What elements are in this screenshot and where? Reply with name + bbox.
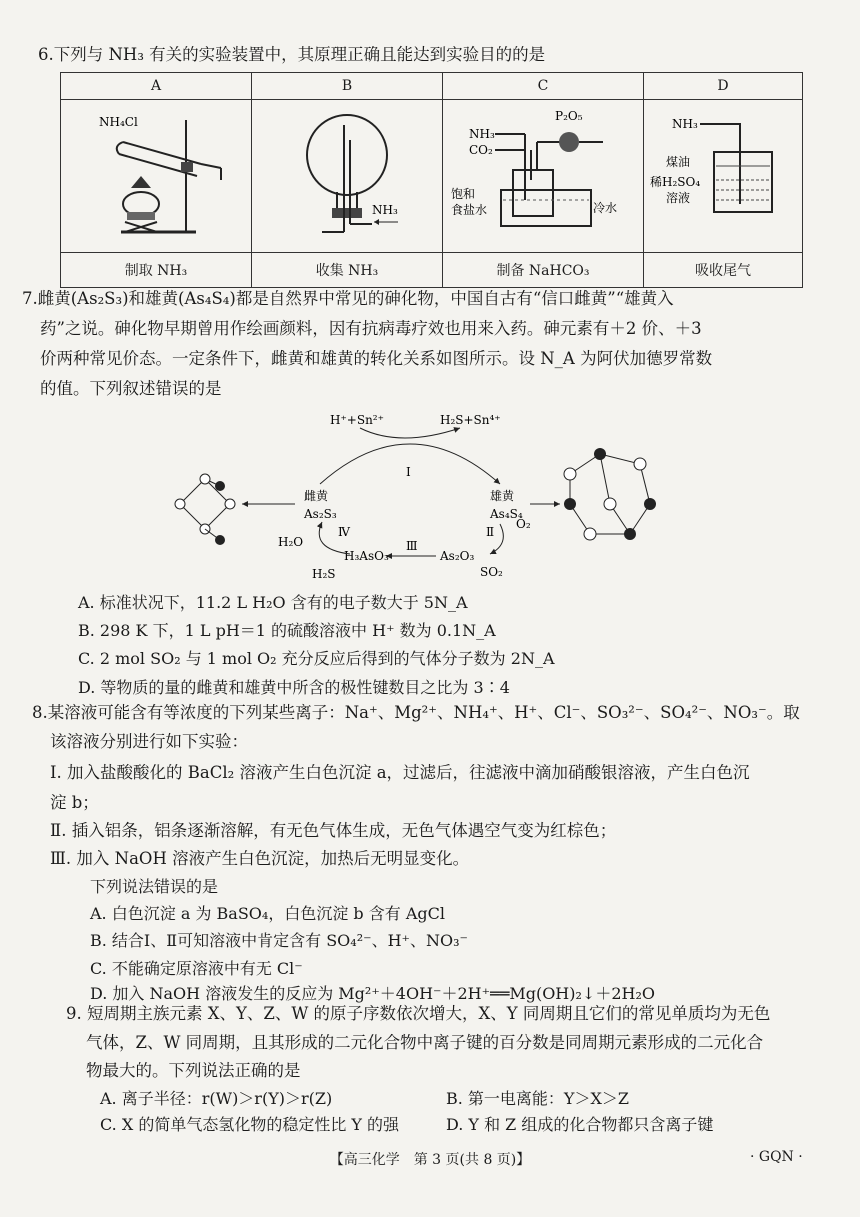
q7-option-d: D. 等物质的量的雌黄和雄黄中所含的极性键数目之比为 3∶4 (78, 678, 510, 697)
caption-b: 收集 NH₃ (252, 253, 443, 288)
col-b-header: B (252, 73, 443, 100)
label-top-left: H⁺+Sn²⁺ (330, 413, 384, 427)
apparatus-c (443, 100, 644, 253)
label-cihuang: 雌黄 (304, 489, 329, 503)
label-c-cold: 冷水 (593, 201, 618, 215)
q8-exp1b: 淀 b； (50, 793, 99, 812)
label-nh4cl: NH₄Cl (99, 115, 138, 129)
label-c-salt1: 饱和 (451, 187, 476, 201)
apparatus-a-drawing (61, 100, 251, 248)
q8-option-d: D. 加入 NaOH 溶液发生的反应为 Mg²⁺＋4OH⁻＋2H⁺══Mg(OH)₂↓＋2H₂O (90, 984, 655, 1003)
apparatus-d-drawing (644, 100, 802, 248)
q8-exp1a: Ⅰ. 加入盐酸酸化的 BaCl₂ 溶液产生白色沉淀 a，过滤后，往滤液中滴加硝酸银溶液，产生白色沉 (50, 763, 750, 782)
label-d-oil: 煤油 (666, 155, 691, 169)
q9-line1: 9. 短周期主族元素 X、Y、Z、W 的原子序数依次增大，X、Y 同周期且它们的常见单质均为无色 (66, 1004, 771, 1023)
label-c-salt2: 食盐水 (451, 203, 488, 217)
apparatus-d (644, 100, 803, 253)
q7-line4: 的值。下列叙述错误的是 (40, 379, 222, 398)
label-cihuang-f: As₂S₃ (304, 507, 337, 521)
q7-option-c: C. 2 mol SO₂ 与 1 mol O₂ 充分反应后得到的气体分子数为 2N_A (78, 649, 555, 668)
label-so2: SO₂ (480, 565, 503, 579)
q9-option-b: B. 第一电离能：Y＞X＞Z (446, 1089, 630, 1108)
q8-ask: 下列说法错误的是 (90, 877, 219, 896)
col-d-header: D (644, 73, 803, 100)
q8-option-b: B. 结合Ⅰ、Ⅱ可知溶液中肯定含有 SO₄²⁻、H⁺、NO₃⁻ (90, 931, 468, 950)
apparatus-c-drawing (443, 100, 643, 248)
label-h2o: H₂O (278, 535, 304, 549)
apparatus-b-drawing (252, 100, 442, 248)
label-d-acid1: 稀H₂SO₄ (650, 175, 701, 189)
label-c-p2o5: P₂O₅ (555, 109, 583, 123)
q6-stem: 6.下列与 NH₃ 有关的实验装置中，其原理正确且能达到实验目的的是 (38, 45, 546, 64)
q9-option-a: A. 离子半径：r(W)＞r(Y)＞r(Z) (100, 1089, 333, 1108)
label-h3aso3: H₃AsO₃ (344, 549, 389, 563)
q9-line2: 气体，Z、W 同周期，且其形成的二元化合物中离子键的百分数是同周期元素形成的二元化合 (86, 1033, 764, 1052)
q7-option-a: A. 标准状况下，11.2 L H₂O 含有的电子数大于 5N_A (78, 593, 468, 612)
label-as2o3: As₂O₃ (440, 549, 475, 563)
q8-exp3: Ⅲ. 加入 NaOH 溶液产生白色沉淀，加热后无明显变化。 (50, 849, 470, 868)
label-b-nh3: NH₃ (372, 203, 398, 217)
label-c-nh3: NH₃ (469, 127, 495, 141)
q9-option-c: C. X 的简单气态氢化物的稳定性比 Y 的强 (100, 1115, 400, 1134)
caption-d: 吸收尾气 (644, 253, 803, 288)
label-h2s: H₂S (312, 567, 336, 581)
label-xionghuang: 雄黄 (490, 489, 515, 503)
label-step2: Ⅱ (486, 525, 495, 539)
q7-line1: 7.雌黄(As₂S₃)和雄黄(As₄S₄)都是自然界中常见的砷化物，中国自古有“信口雌黄”“雄黄入 (22, 289, 674, 308)
xionghuang-structure (564, 448, 656, 540)
q8-option-a: A. 白色沉淀 a 为 BaSO₄，白色沉淀 b 含有 AgCl (90, 904, 445, 923)
label-top-right: H₂S+Sn⁴⁺ (440, 413, 501, 427)
label-step3: Ⅲ (406, 539, 418, 553)
q7-option-b: B. 298 K 下，1 L pH＝1 的硫酸溶液中 H⁺ 数为 0.1N_A (78, 621, 496, 640)
q8-line2: 该溶液分别进行如下实验： (50, 732, 248, 751)
apparatus-b (252, 100, 443, 253)
q9-line3: 物最大的。下列说法正确的是 (86, 1061, 301, 1080)
col-c-header: C (443, 73, 644, 100)
apparatus-a (61, 100, 252, 253)
footer-code: · GQN · (750, 1149, 803, 1165)
q7-line2: 药”之说。砷化物早期曾用作绘画颜料，因有抗病毒疗效也用来入药。砷元素有＋2 价、＋3 (40, 319, 702, 338)
cihuang-structure (175, 474, 235, 545)
q9-option-d: D. Y 和 Z 组成的化合物都只含离子键 (446, 1115, 714, 1134)
label-d-acid2: 溶液 (666, 191, 691, 205)
q7-line3: 价两种常见价态。一定条件下，雌黄和雄黄的转化关系如图所示。设 N_A 为阿伏加德罗常数 (40, 349, 713, 368)
apparatus-table (60, 72, 803, 288)
caption-a: 制取 NH₃ (61, 253, 252, 288)
caption-c: 制备 NaHCO₃ (443, 253, 644, 288)
q8-line1: 8.某溶液可能含有等浓度的下列某些离子：Na⁺、Mg²⁺、NH₄⁺、H⁺、Cl⁻、SO₃²⁻、SO₄²⁻、NO₃⁻。取 (32, 703, 800, 722)
label-o2: O₂ (516, 517, 531, 531)
label-xionghuang-f: As₄S₄ (490, 507, 523, 521)
page-footer: 【高三化学 第 3 页(共 8 页)】 (329, 1152, 531, 1168)
label-d-nh3: NH₃ (672, 117, 698, 131)
q8-exp2: Ⅱ. 插入铝条，铝条逐渐溶解，有无色气体生成，无色气体遇空气变为红棕色； (50, 821, 617, 840)
conversion-diagram (160, 404, 760, 584)
label-c-co2: CO₂ (469, 143, 493, 157)
label-step1: Ⅰ (406, 465, 411, 479)
q8-option-c: C. 不能确定原溶液中有无 Cl⁻ (90, 959, 303, 978)
label-step4: Ⅳ (338, 525, 350, 539)
col-a-header: A (61, 73, 252, 100)
